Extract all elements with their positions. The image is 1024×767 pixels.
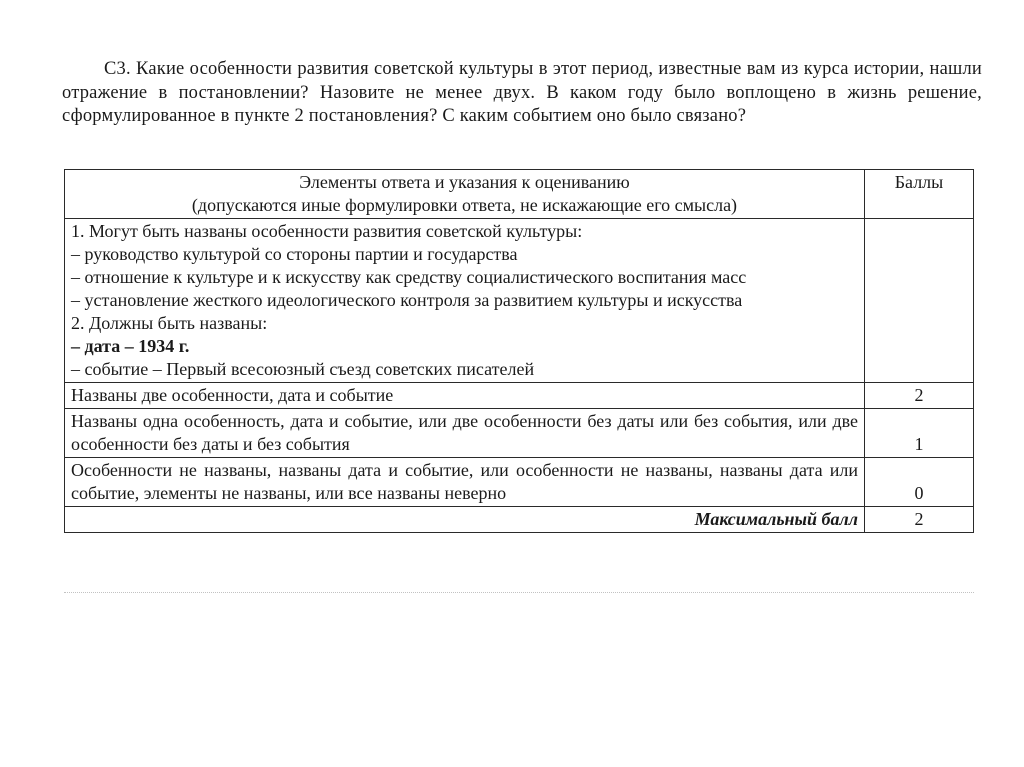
criteria-line: 2. Должны быть названы: <box>71 313 268 333</box>
header-elements-cell <box>65 170 865 219</box>
max-score-row <box>65 507 974 533</box>
question-label: С3. <box>104 59 131 79</box>
row-text: Особенности не названы, названы дата и событие, или особенности не названы, названы дата или событие, элементы не названы, или все названы неверно <box>65 458 865 507</box>
criteria-line: – установление жесткого идеологического контроля за развитием культуры и искусства <box>71 290 743 310</box>
header-title: Элементы ответа и указания к оцениванию <box>299 172 630 192</box>
row-score: 0 <box>865 458 974 507</box>
table-header-row <box>65 170 974 219</box>
row-text: Названы одна особенность, дата и событие, или две особенности без даты или без события, или две особенности без даты и без события <box>65 409 865 458</box>
table-row <box>65 458 974 507</box>
header-subtitle: (допускаются иные формулировки ответа, не искажающие его смысла) <box>191 195 738 215</box>
max-score-value: 2 <box>865 507 974 533</box>
criteria-line: – событие – Первый всесоюзный съезд советских писателей <box>71 359 535 379</box>
header-score-cell: Баллы <box>865 170 974 219</box>
criteria-cell <box>65 219 865 383</box>
criteria-line: 1. Могут быть названы особенности развития советской культуры: <box>71 221 583 241</box>
criteria-line: – отношение к культуре и к искусству как средству социалистического воспитания масс <box>71 267 747 287</box>
next-question-ghost <box>64 586 974 593</box>
question-text <box>62 58 982 129</box>
row-text: Названы две особенности, дата и событие <box>65 383 865 409</box>
table-row <box>65 383 974 409</box>
criteria-row <box>65 219 974 383</box>
row-score: 1 <box>865 409 974 458</box>
max-score-label: Максимальный балл <box>65 507 865 533</box>
question-body: Какие особенности развития советской культуры в этот период, известные вам из курса истории, нашли отражение в постановлении? Назовите не менее двух. В каком году было воплощено в жизнь решение, сформулированное в пункте 2 постановления? С каким событием оно было связано? <box>62 59 982 126</box>
criteria-line: – руководство культурой со стороны партии и государства <box>71 244 518 264</box>
table-row <box>65 409 974 458</box>
criteria-line: – дата – 1934 г. <box>71 336 190 356</box>
criteria-score-cell <box>865 219 974 383</box>
row-score: 2 <box>865 383 974 409</box>
assessment-table <box>64 169 974 533</box>
